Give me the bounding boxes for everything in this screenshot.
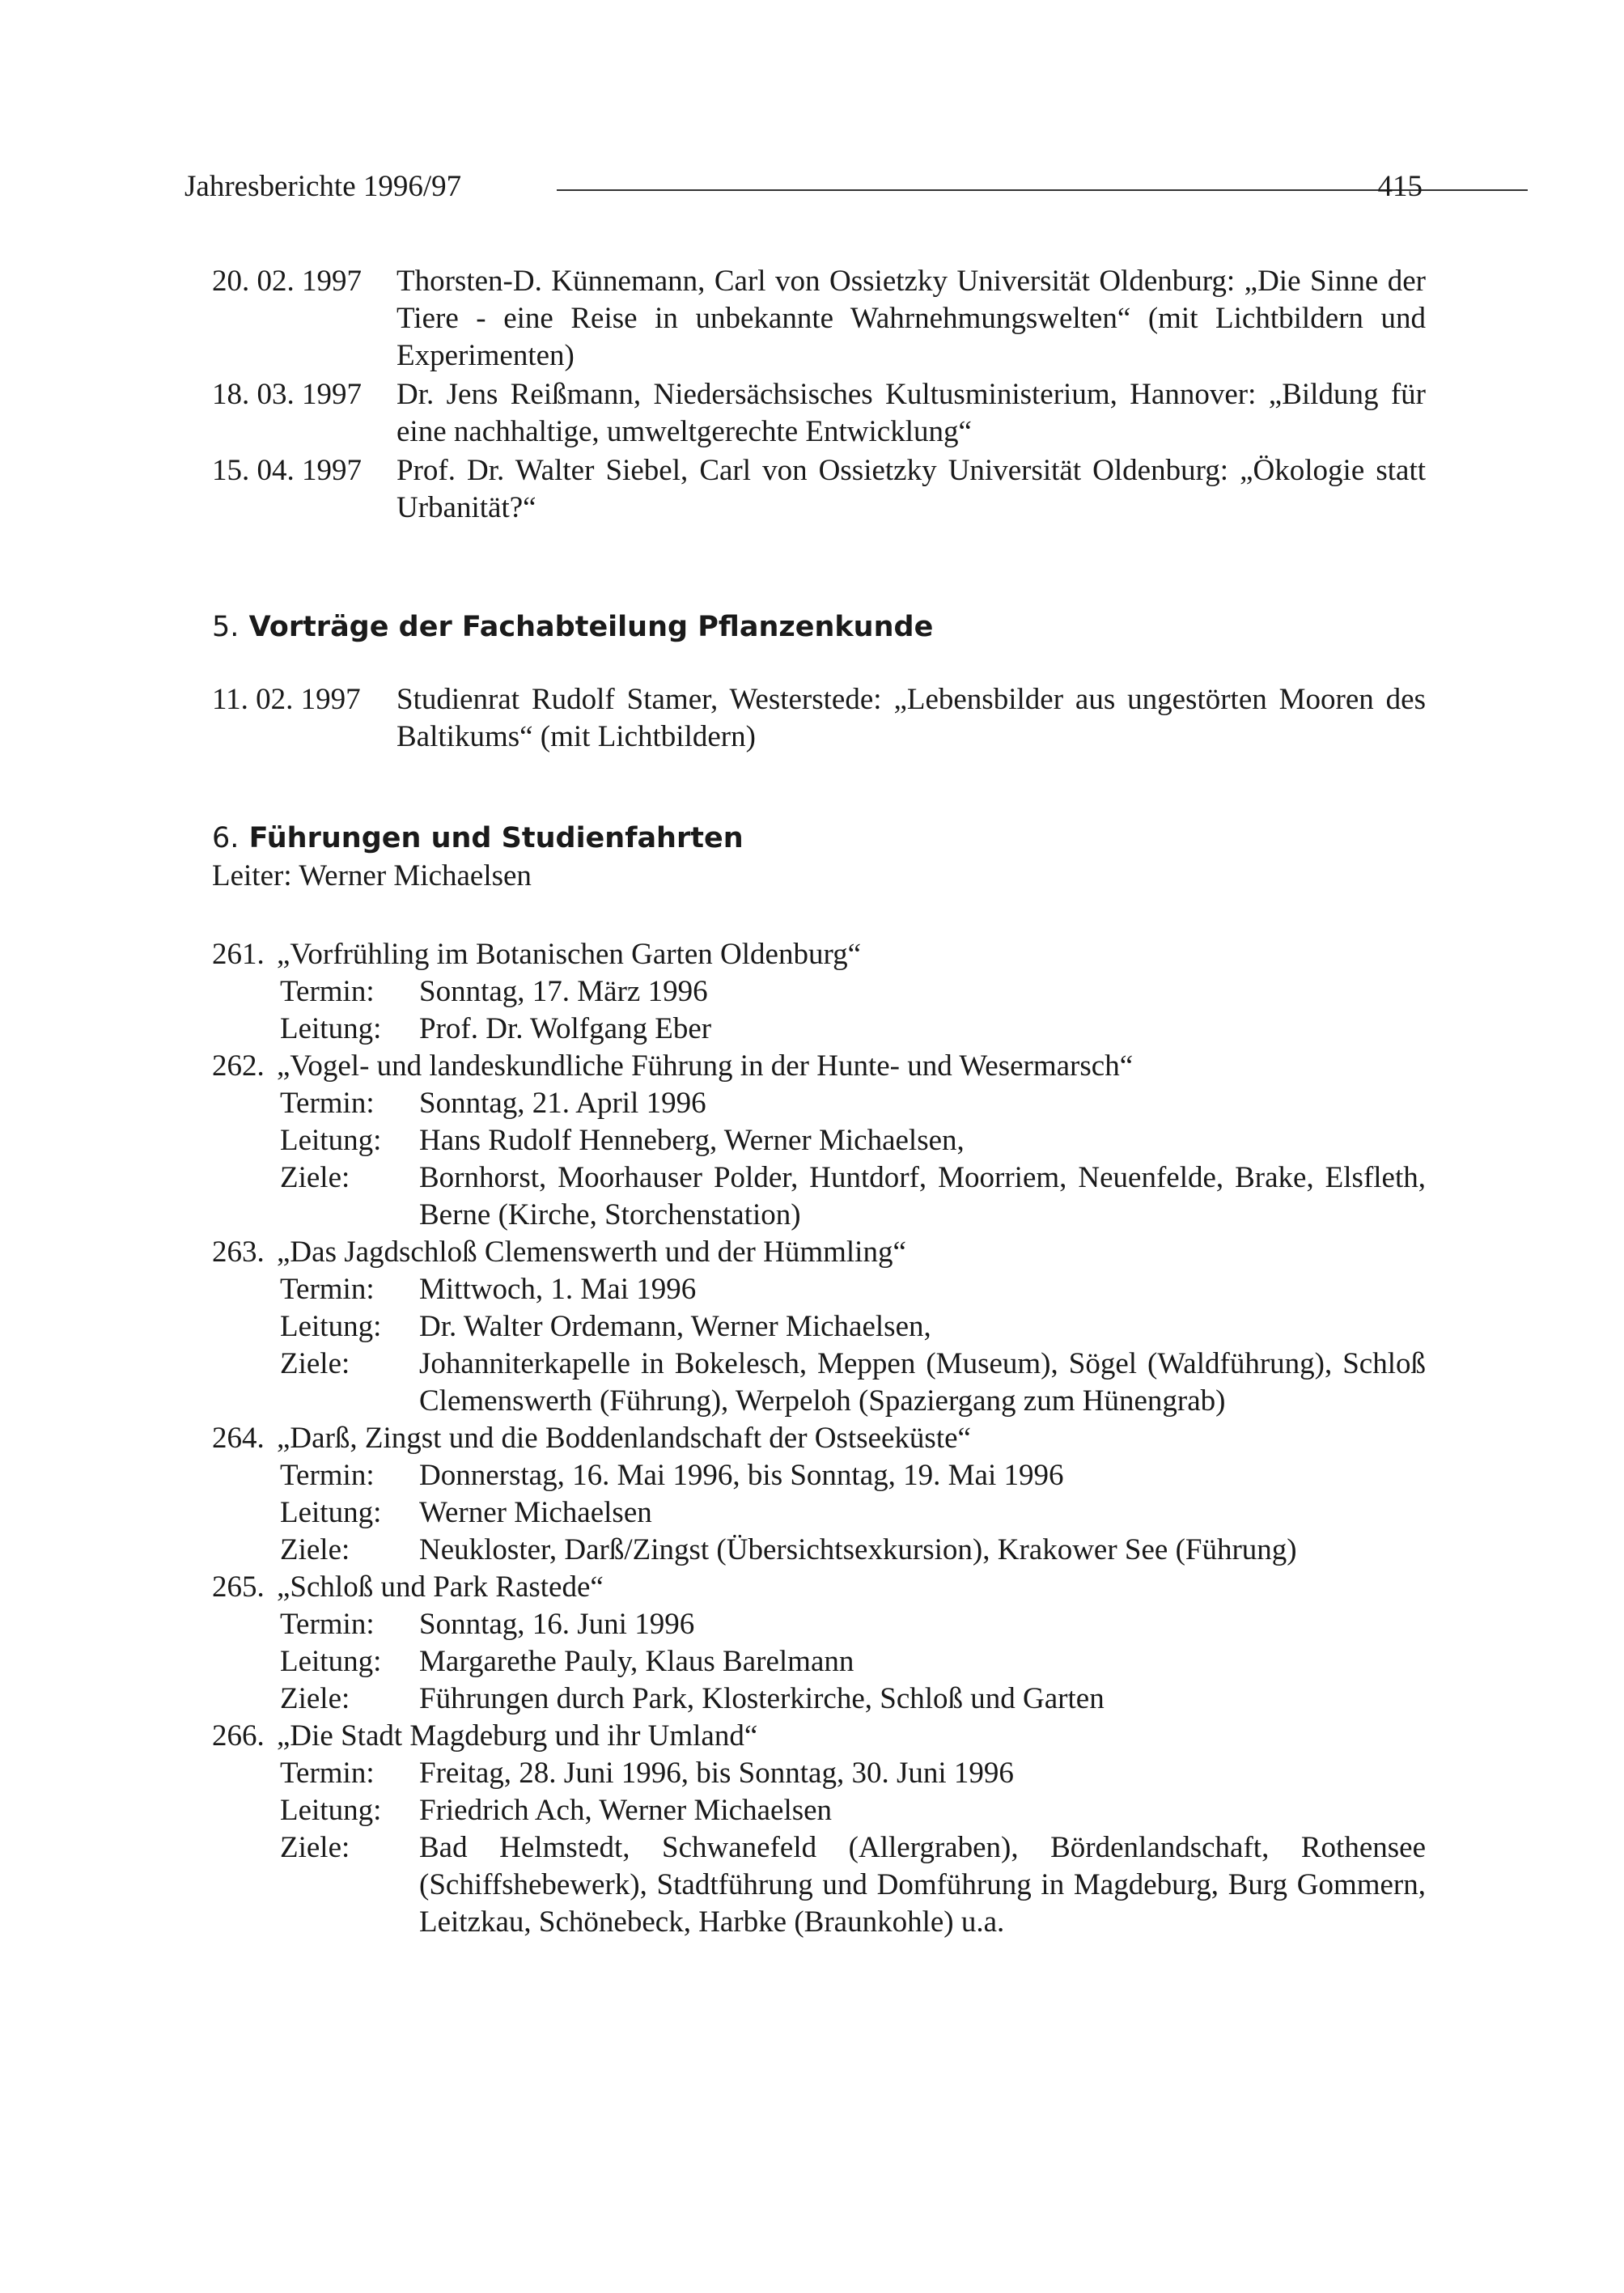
- lecture-date: 20. 02. 1997: [212, 265, 362, 298]
- trip-goals-row: [280, 1829, 1426, 1941]
- trip-goals: Neukloster, Darß/Zingst (Übersichtsexkursion), Krakower See (Führung): [419, 1533, 1297, 1566]
- lecture-date: 11. 02. 1997: [212, 683, 361, 716]
- header-title: Jahresberichte 1996/97: [184, 170, 462, 203]
- plant-lecture-list: [212, 681, 1426, 757]
- trip-goals-row: [280, 1532, 1426, 1569]
- trip-date: Donnerstag, 16. Mai 1996, bis Sonntag, 19. Mai 1996: [419, 1459, 1064, 1492]
- trip-goals-row: [280, 1681, 1426, 1718]
- termin-label: Termin:: [280, 1757, 375, 1790]
- lecture-list: [212, 263, 1426, 528]
- trip-goals-row: [280, 1159, 1426, 1234]
- trip-leader: Friedrich Ach, Werner Michaelsen: [419, 1794, 833, 1827]
- trip-leader-row: [280, 1122, 1426, 1159]
- leitung-label: Leitung:: [280, 1012, 382, 1045]
- trip-entry: [212, 1569, 1426, 1718]
- trip-goals: Führungen durch Park, Klosterkirche, Schloß und Garten: [419, 1682, 1105, 1715]
- trip-leader: Margarethe Pauly, Klaus Barelmann: [419, 1645, 854, 1678]
- trip-title-line: [212, 1718, 1426, 1755]
- trip-leader: Hans Rudolf Henneberg, Werner Michaelsen,: [419, 1124, 965, 1157]
- lecture-text: Prof. Dr. Walter Siebel, Carl von Ossietzky Universität Oldenburg: „Ökologie statt Urbanität?“: [396, 454, 1426, 524]
- trip-number: 266.: [212, 1719, 265, 1753]
- trip-title-line: [212, 1234, 1426, 1271]
- trip-title: „Schloß und Park Rastede“: [277, 1570, 604, 1604]
- trip-title: „Darß, Zingst und die Boddenlandschaft der Ostseeküste“: [277, 1422, 971, 1455]
- trip-date-row: [280, 1085, 1426, 1122]
- running-header: [184, 168, 1423, 209]
- ziele-label: Ziele:: [280, 1682, 350, 1715]
- trip-leader-row: [280, 1643, 1426, 1681]
- leitung-label: Leitung:: [280, 1496, 382, 1529]
- trip-title: „Das Jagdschloß Clemenswerth und der Hümmling“: [277, 1236, 906, 1269]
- lecture-entry: [212, 263, 1426, 375]
- trip-goals-row: [280, 1346, 1426, 1420]
- trip-leader: Werner Michaelsen: [419, 1496, 652, 1529]
- trip-goals: Bornhorst, Moorhauser Polder, Huntdorf, Moorriem, Neuenfelde, Brake, Elsfleth, Berne (Kirche, Storchenstation): [419, 1161, 1426, 1231]
- lecture-text: Studienrat Rudolf Stamer, Westerstede: „Lebensbilder aus ungestörten Mooren des Baltikums“ (mit Lichtbildern): [396, 683, 1426, 753]
- trip-date-row: [280, 1755, 1426, 1792]
- lecture-entry: [212, 681, 1426, 756]
- trip-entry: [212, 1234, 1426, 1420]
- termin-label: Termin:: [280, 975, 375, 1008]
- trip-number: 263.: [212, 1236, 265, 1269]
- ziele-label: Ziele:: [280, 1347, 350, 1380]
- trip-leader-row: [280, 1792, 1426, 1829]
- trip-date-row: [280, 1606, 1426, 1643]
- termin-label: Termin:: [280, 1087, 375, 1120]
- trip-title-line: [212, 1048, 1426, 1085]
- section-number: 5.: [212, 611, 240, 643]
- trip-leader-row: [280, 1308, 1426, 1346]
- trip-date: Freitag, 28. Juni 1996, bis Sonntag, 30. Juni 1996: [419, 1757, 1014, 1790]
- page-number: 415: [1377, 170, 1423, 203]
- trip-number: 262.: [212, 1049, 265, 1083]
- leitung-label: Leitung:: [280, 1310, 382, 1343]
- trip-entry: [212, 1718, 1426, 1941]
- leitung-label: Leitung:: [280, 1794, 382, 1827]
- termin-label: Termin:: [280, 1608, 375, 1641]
- section-number: 6.: [212, 822, 240, 854]
- lecture-text: Dr. Jens Reißmann, Niedersächsisches Kultusministerium, Hannover: „Bildung für eine nachhaltige, umweltgerechte Entwicklung“: [396, 378, 1426, 448]
- trip-date-row: [280, 1271, 1426, 1308]
- trip-leader: Dr. Walter Ordemann, Werner Michaelsen,: [419, 1310, 931, 1343]
- trip-entry: [212, 936, 1426, 1048]
- termin-label: Termin:: [280, 1459, 375, 1492]
- trip-title-line: [212, 936, 1426, 973]
- lecture-date: 15. 04. 1997: [212, 454, 362, 487]
- trip-leader-row: [280, 1494, 1426, 1532]
- trip-number: 261.: [212, 938, 265, 971]
- section-heading-6: [212, 820, 744, 857]
- trip-number: 265.: [212, 1570, 265, 1604]
- trip-date: Sonntag, 17. März 1996: [419, 975, 708, 1008]
- lecture-text: Thorsten-D. Künnemann, Carl von Ossietzky Universität Oldenburg: „Die Sinne der Tiere - eine Reise in unbekannte Wahrnehmungswelten“ (mit Lichtbildern und Experimenten): [396, 265, 1426, 372]
- ziele-label: Ziele:: [280, 1533, 350, 1566]
- trip-entry: [212, 1048, 1426, 1234]
- trip-date-row: [280, 973, 1426, 1011]
- trip-date: Sonntag, 21. April 1996: [419, 1087, 706, 1120]
- trip-title: „Die Stadt Magdeburg und ihr Umland“: [277, 1719, 758, 1753]
- ziele-label: Ziele:: [280, 1831, 350, 1864]
- leitung-label: Leitung:: [280, 1124, 382, 1157]
- section-heading-5: [212, 608, 933, 646]
- lecture-date: 18. 03. 1997: [212, 378, 362, 411]
- trip-list: [212, 936, 1426, 1941]
- trip-goals: Bad Helmstedt, Schwanefeld (Allergraben), Bördenlandschaft, Rothensee (Schiffshebewerk), Stadtführung und Domführung in Magdeburg, Burg Gommern, Leitzkau, Schönebeck, Harbke (Braunkohle) u.a.: [419, 1831, 1426, 1939]
- lecture-entry: [212, 452, 1426, 527]
- section-title: Vorträge der Fachabteilung Pflanzenkunde: [248, 611, 934, 643]
- trip-date-row: [280, 1457, 1426, 1494]
- trip-goals: Johanniterkapelle in Bokelesch, Meppen (Museum), Sögel (Waldführung), Schloß Clemenswerth (Führung), Werpeloh (Spaziergang zum Hünengrab): [419, 1347, 1426, 1418]
- trip-leader-row: [280, 1011, 1426, 1048]
- trip-title: „Vogel- und landeskundliche Führung in der Hunte- und Wesermarsch“: [277, 1049, 1134, 1083]
- trip-date: Mittwoch, 1. Mai 1996: [419, 1273, 697, 1306]
- trip-title-line: [212, 1420, 1426, 1457]
- trip-number: 264.: [212, 1422, 265, 1455]
- trip-entry: [212, 1420, 1426, 1569]
- trip-date: Sonntag, 16. Juni 1996: [419, 1608, 695, 1641]
- section-title: Führungen und Studienfahrten: [248, 822, 744, 854]
- trip-title-line: [212, 1569, 1426, 1606]
- lecture-entry: [212, 376, 1426, 451]
- leitung-label: Leitung:: [280, 1645, 382, 1678]
- trip-title: „Vorfrühling im Botanischen Garten Oldenburg“: [277, 938, 862, 971]
- ziele-label: Ziele:: [280, 1161, 350, 1194]
- section-leader: Leiter: Werner Michaelsen: [212, 859, 532, 892]
- trip-leader: Prof. Dr. Wolfgang Eber: [419, 1012, 712, 1045]
- termin-label: Termin:: [280, 1273, 375, 1306]
